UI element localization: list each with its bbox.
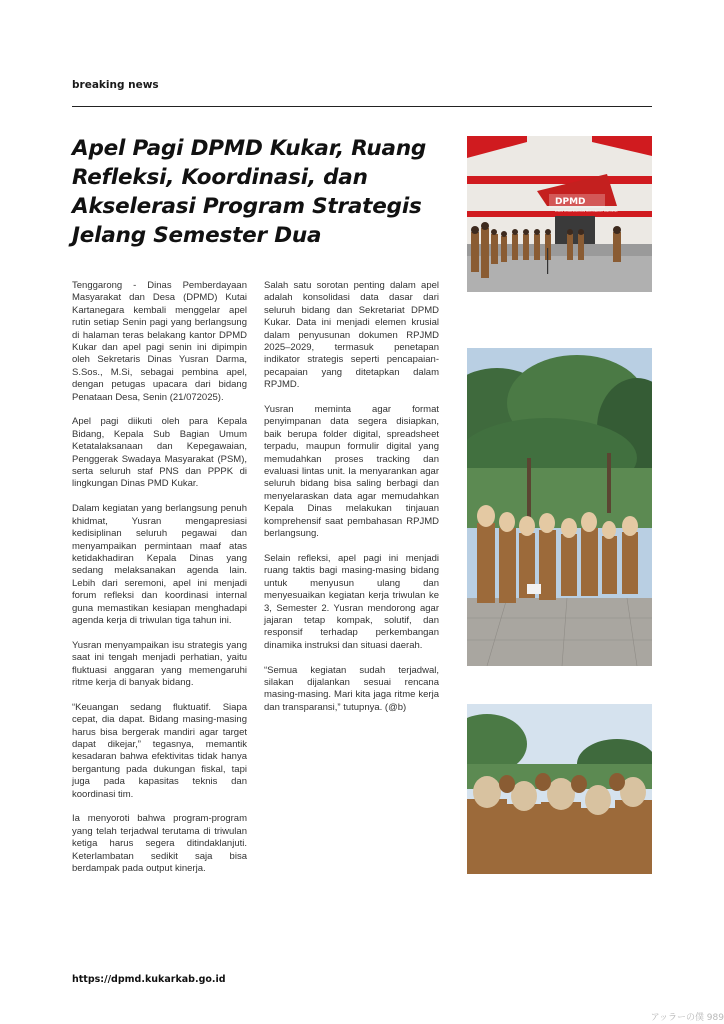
paragraph: Apel pagi diikuti oleh para Kepala Bidang, Kepala Sub Bagian Umum Ketatalaksanaan dan Kepegawaian, Penggerak Swadaya Masyarakat (PSM), serta seluruh staf PNS dan PPPK di lingkungan Dinas PMD Kukar. <box>72 416 247 490</box>
paragraph: Yusran meminta agar format penyimpanan data segera disiapkan, baik berupa folder digital, spreadsheet terpadu, maupun formulir digital yang memudahkan proses tracking dan evaluasi lintas unit. Ia menyarankan agar seluruh bidang bisa saling berbagi dan menyelaraskan data agar memudahkan Kepala Dinas melakukan tinjauan komprehensif saat pembahasan RPJMD berlangsung. <box>264 404 439 540</box>
header-divider <box>72 106 652 107</box>
article-column-right <box>264 280 439 727</box>
section-label: breaking news <box>72 79 159 91</box>
building-sign: DPMD <box>555 197 586 207</box>
paragraph: Yusran menyampaikan isu strategis yang saat ini tengah menjadi perhatian, yaitu fluktuasi anggaran yang memengaruhi ritme kerja di banyak bidang. <box>72 639 247 688</box>
building-subsign: DINAS PEMBERDAYAAN MASYARAKAT DAN DESA <box>555 210 618 213</box>
paragraph: Salah satu sorotan penting dalam apel adalah konsolidasi data dasar dari seluruh bidang dan Sekretariat DPMD Kukar. Data ini menjadi elemen krusial dalam penyusunan dokumen RPJMD 2025–2029, termasuk penetapan indikator strategis seperti pencapaian-pecapaian yang ditetapkan dalam RPJMD. <box>264 280 439 391</box>
paragraph: “Keuangan sedang fluktuatif. Siapa cepat, dia dapat. Bidang masing-masing harus bisa bergerak mandiri agar target dapat dikejar,” tegasnya, memantik kesadaran bahwa efektivitas tidak hanya bergantung pada dukungan fiskal, tapi juga pada kapasitas teknis dan koordinasi tim. <box>72 701 247 800</box>
paragraph: Dalam kegiatan yang berlangsung penuh khidmat, Yusran mengapresiasi kedisiplinan seluruh pegawai dan menyampaikan permintaan maaf atas ketidakhadiran Kepala Dinas yang sedang melaksanakan agenda lain. Lebih dari seremoni, apel ini menjadi forum refleksi dan koordinasi internal guna memastikan kesiapan menghadapi agenda kerja di triwulan tiga tahun ini. <box>72 503 247 626</box>
footer-url: https://dpmd.kukarkab.go.id <box>72 974 226 985</box>
watermark: アッラーの僕 989 <box>650 1013 724 1023</box>
photo-participants-trees <box>467 348 652 666</box>
paragraph: “Semua kegiatan sudah terjadwal, silakan dijalankan sesuai rencana masing-masing. Mari kita jaga ritme kerja dan transparansi,” tutupnya. (@b) <box>264 664 439 713</box>
photo-participants-closeup <box>467 704 652 874</box>
paragraph: Tenggarong - Dinas Pemberdayaan Masyarakat dan Desa (DPMD) Kutai Kartanegara kembali menggelar apel rutin setiap Senin pagi yang berlangsung di halaman teras belakang kantor DPMD Kukar dan apel pagi senin ini dipimpin oleh Sekretaris Dinas Yusran Darma, S.Sos., M.Si, sebagai pembina apel, dengan petugas upacara dari bidang Penataan Desa, Senin (21/072025). <box>72 280 247 403</box>
photo-building-ceremony <box>467 136 652 292</box>
article-column-left <box>72 280 247 888</box>
paragraph: Selain refleksi, apel pagi ini menjadi ruang taktis bagi masing-masing bidang untuk menyusun ulang dan menyesuaikan kegiatan kerja triwulan ke 3, Semester 2. Yusran mendorong agar jajaran tetap kompak, solutif, dan responsif terhadap perkembangan dinamika instruksi dan situasi daerah. <box>264 552 439 651</box>
article-title: Apel Pagi DPMD Kukar, Ruang Refleksi, Koordinasi, dan Akselerasi Program Strategis Jelang Semester Dua <box>72 136 427 248</box>
paragraph: Ia menyoroti bahwa program-program yang telah terjadwal terutama di triwulan ketiga harus segera ditindaklanjuti. Keterlambatan sedikit saja bisa berdampak pada output kinerja. <box>72 813 247 875</box>
